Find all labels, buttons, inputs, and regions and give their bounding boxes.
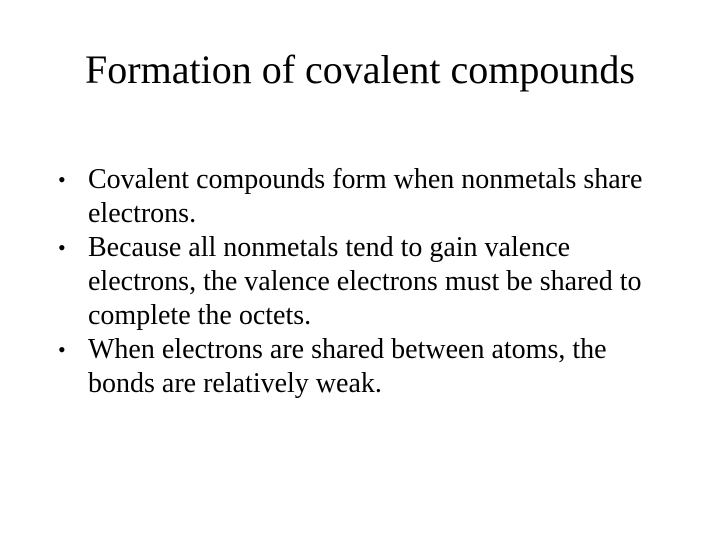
bullet-list [54, 163, 674, 401]
bullet-icon: • [58, 167, 66, 192]
bullet-item [54, 163, 674, 231]
bullet-item [54, 333, 674, 401]
bullet-icon: • [58, 337, 66, 362]
bullet-item [54, 231, 674, 333]
bullet-text: Because all nonmetals tend to gain valence electrons, the valence electrons must be shared to complete the octets. [88, 232, 642, 331]
slide-title: Formation of covalent compounds [85, 47, 635, 92]
bullet-text: When electrons are shared between atoms, the bonds are relatively weak. [88, 334, 607, 399]
bullet-icon: • [58, 235, 66, 260]
bullet-text: Covalent compounds form when nonmetals share electrons. [88, 164, 643, 229]
